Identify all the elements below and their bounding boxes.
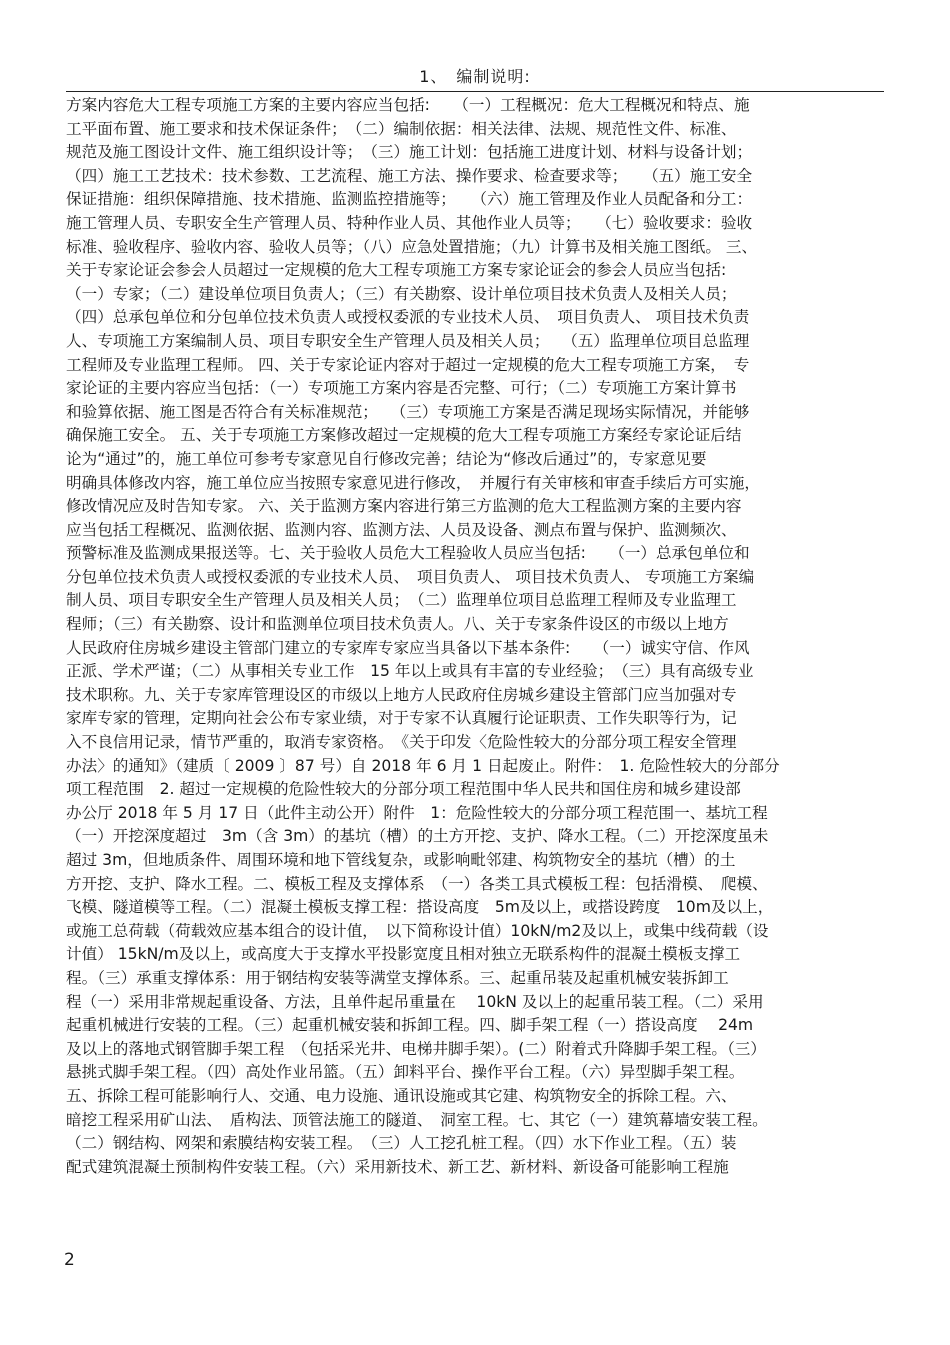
body-text (66, 94, 886, 1179)
text-line: 暗挖工程采用矿山法、 盾构法、顶管法施工的隧道、 洞室工程。七、其它（一）建筑幕墙安装工程。 (66, 1110, 768, 1129)
text-line: 和验算依据、施工图是否符合有关标准规范； （三）专项施工方案是否满足现场实际情况，并能够 (66, 402, 750, 421)
text-line: 分包单位技术负责人或授权委派的专业技术人员、 项目负责人、 项目技术负责人、 专项施工方案编 (66, 567, 755, 586)
text-line: 施工管理人员、专职安全生产管理人员、特种作业人员、其他作业人员等； （七）验收要求：验收 (66, 213, 753, 232)
text-line: 确保施工安全。 五、关于专项施工方案修改超过一定规模的危大工程专项施工方案经专家论证后结 (66, 426, 742, 445)
section-heading: 1、 编制说明: (419, 67, 531, 86)
text-line: 关于专家论证会参会人员超过一定规模的危大工程专项施工方案专家论证会的参会人员应当包括: (66, 261, 727, 280)
text-line: 起重机械进行安装的工程。（三）起重机械安装和拆卸工程。四、脚手架工程（一）搭设高度 24m (66, 1016, 754, 1035)
text-line: 人、专项施工方案编制人员、项目专职安全生产管理人员及相关人员； （五）监理单位项目总监理 (66, 331, 750, 350)
text-line: 方开挖、支护、降水工程。二、模板工程及支撑体系 （一）各类工具式模板工程：包括滑模、 爬模、 (66, 874, 768, 893)
text-line: 工平面布置、施工要求和技术保证条件； （二）编制依据：相关法律、法规、规范性文件、标准、 (66, 119, 737, 138)
text-line: 程师；（三）有关勘察、设计和监测单位项目技术负责人。八、关于专家条件设区的市级以上地方 (66, 615, 729, 634)
text-line: 及以上的落地式钢管脚手架工程 （包括采光井、电梯井脚手架）。(二）附着式升降脚手架工程。（三） (66, 1039, 766, 1058)
text-line: 正派、学术严谨；（二）从事相关专业工作 15 年以上或具有丰富的专业经验； （三）具有高级专业 (66, 662, 754, 681)
text-line: 五、拆除工程可能影响行人、交通、电力设施、通讯设施或其它建、构筑物安全的拆除工程。六、 (66, 1086, 737, 1105)
text-line: （二）钢结构、网架和索膜结构安装工程。 （三）人工挖孔桩工程。（四）水下作业工程。（五）装 (66, 1134, 737, 1153)
text-line: 程。（三）承重支撑体系：用于钢结构安装等满堂支撑体系。三、起重吊装及起重机械安装拆卸工 (66, 968, 729, 987)
text-line: 配式建筑混凝土预制构件安装工程。（六）采用新技术、新工艺、新材料、新设备可能影响工程施 (66, 1157, 729, 1176)
text-line: 应当包括工程概况、监测依据、监测内容、监测方法、人员及设备、测点布置与保护、监测频次、 (66, 520, 737, 539)
text-line: 超过 3m，但地质条件、周围环境和地下管线复杂，或影响毗邻建、构筑物安全的基坑（槽）的土 (66, 851, 736, 869)
text-line: 程（一）采用非常规起重设备、方法，且单件起吊重量在 10kN 及以上的起重吊装工程。（二）采用 (66, 992, 764, 1011)
text-line: 人民政府住房城乡建设主管部门建立的专家库专家应当具备以下基本条件: （一）诚实守信、作风 (66, 638, 750, 657)
text-line: 方案内容危大工程专项施工方案的主要内容应当包括: （一）工程概况：危大工程概况和特点、施 (66, 96, 750, 114)
text-line: （一）专家；（二）建设单位项目负责人；（三）有关勘察、设计单位项目技术负责人及相关人员； (66, 284, 737, 303)
text-line: 家论证的主要内容应当包括：（一）专项施工方案内容是否完整、可行；（二）专项施工方案计算书 (66, 379, 737, 398)
page-number: 2 (64, 1250, 75, 1270)
text-line: 办公厅 2018 年 5 月 17 日（此件主动公开）附件 1：危险性较大的分部分项工程范围一、基坑工程 (66, 803, 768, 822)
text-line: 标准、验收程序、验收内容、验收人员等；（八）应急处置措施；（九）计算书及相关施工图纸。 三、 (66, 237, 758, 256)
text-line: 技术职称。九、关于专家库管理设区的市级以上地方人民政府住房城乡建设主管部门应当加强对专 (66, 685, 737, 704)
header-divider (66, 91, 884, 92)
text-line: 或施工总荷载（荷载效应基本组合的设计值， 以下简称设计值）10kN/m2及以上，或集中线荷载（设 (66, 921, 769, 940)
text-line: 修改情况应及时告知专家。 六、关于监测方案内容进行第三方监测的危大工程监测方案的主要内容 (66, 497, 742, 516)
text-line: （四）施工工艺技术：技术参数、工艺流程、施工方法、操作要求、检查要求等； （五）施工安全 (66, 166, 753, 185)
text-line: 保证措施：组织保障措施、技术措施、监测监控措施等； （六）施工管理及作业人员配备和分工： (66, 190, 753, 209)
text-line: 办法〉的通知》（建质〔 2009 〕87 号）自 2018 年 6 月 1 日起废止。附件： 1. 危险性较大的分部分 (66, 756, 780, 775)
text-line: 计值） 15kN/m及以上，或高度大于支撑水平投影宽度且相对独立无联系构件的混凝土模板支撑工 (66, 945, 741, 964)
text-line: 家库专家的管理，定期向社会公布专家业绩，对于专家不认真履行论证职责、工作失职等行为，记 (66, 709, 737, 728)
text-line: 预警标准及监测成果报送等。七、关于验收人员危大工程验收人员应当包括: （一）总承包单位和 (66, 544, 750, 563)
text-line: 入不良信用记录，情节严重的，取消专家资格。 《关于印发〈危险性较大的分部分项工程安全管理 (66, 733, 737, 752)
text-line: 悬挑式脚手架工程。（四）高处作业吊篮。（五）卸料平台、操作平台工程。（六）异型脚手架工程。 (66, 1063, 745, 1082)
text-line: 工程师及专业监理工程师。 四、关于专家论证内容对于超过一定规模的危大工程专项施工方案， 专 (66, 355, 750, 374)
text-line: 明确具体修改内容，施工单位应当按照专家意见进行修改， 并履行有关审核和审查手续后方可实施， (66, 473, 760, 492)
text-line: 飞模、隧道模等工程。（二）混凝土模板支撑工程：搭设高度 5m及以上，或搭设跨度 10m及以上， (66, 898, 774, 917)
text-line: （一）开挖深度超过 3m（含 3m）的基坑（槽）的土方开挖、支护、降水工程。（二）开挖深度虽未 (66, 827, 769, 846)
text-line: 项工程范围 2. 超过一定规模的危险性较大的分部分项工程范围中华人民共和国住房和城乡建设部 (66, 780, 741, 799)
text-line: （四）总承包单位和分包单位技术负责人或授权委派的专业技术人员、 项目负责人、 项目技术负责 (66, 308, 750, 327)
text-line: 制人员、项目专职安全生产管理人员及相关人员； （二）监理单位项目总监理工程师及专业监理工 (66, 591, 737, 610)
text-line: 规范及施工图设计文件、施工组织设计等； （三）施工计划：包括施工进度计划、材料与设备计划； (66, 143, 753, 162)
text-line: 论为“通过”的，施工单位可参考专家意见自行修改完善；结论为“修改后通过”的，专家意见要 (66, 449, 707, 468)
